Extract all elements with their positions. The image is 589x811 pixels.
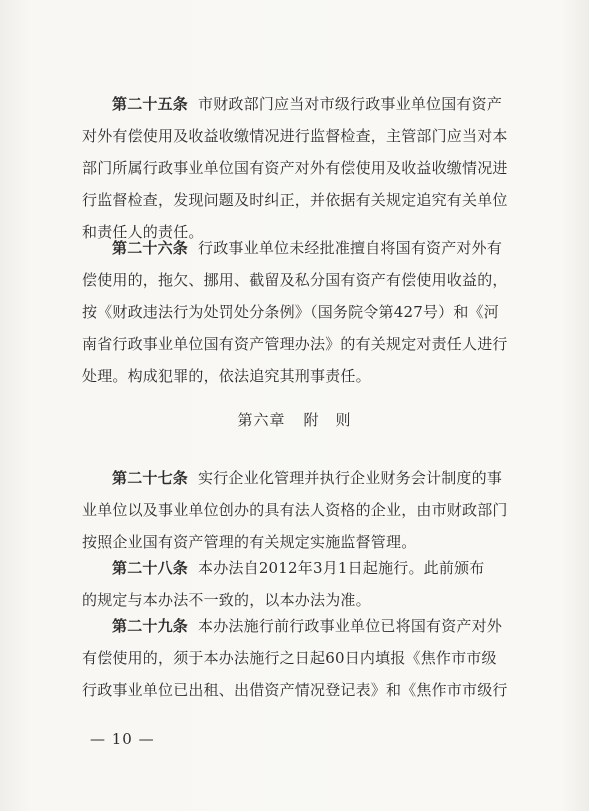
page-number: — 10 — (90, 730, 155, 748)
article-label: 第二十八条 (112, 559, 189, 577)
article-29 (82, 610, 527, 706)
article-28 (82, 552, 527, 616)
article-label: 第二十五条 (112, 95, 189, 113)
article-27 (82, 462, 527, 558)
article-line: 部门所属行政事业单位国有资产对外有偿使用及收益收缴情况进 (82, 159, 508, 177)
article-line: 第二十九条 本办法施行前行政事业单位已将国有资产对外 (112, 617, 503, 635)
article-line: 行政事业单位已出租、出借资产情况登记表》和《焦作市市级行 (82, 681, 508, 699)
article-label: 第二十六条 (112, 239, 189, 257)
chapter-number: 第六章 (237, 411, 286, 429)
article-line: 第二十八条 本办法自2012年3月1日起施行。此前颁布 (112, 559, 485, 577)
article-line: 按照企业国有资产管理的有关规定实施监督管理。 (82, 533, 417, 551)
article-line: 有偿使用的，须于本办法施行之日起60日内填报《焦作市市级 (82, 649, 497, 667)
article-line: 第二十七条 实行企业化管理并执行企业财务会计制度的事 (112, 469, 503, 487)
article-25 (82, 88, 527, 248)
chapter-title: 附 则 (303, 411, 352, 429)
chapter-heading (0, 409, 589, 430)
article-line: 处理。构成犯罪的，依法追究其刑事责任。 (82, 367, 371, 385)
article-label: 第二十七条 (112, 469, 189, 487)
article-line: 业单位以及事业单位创办的具有法人资格的企业，由市财政部门 (82, 501, 508, 519)
article-line: 的规定与本办法不一致的，以本办法为准。 (82, 591, 371, 609)
article-line: 第二十六条 行政事业单位未经批准擅自将国有资产对外有 (112, 239, 503, 257)
article-line: 偿使用的，拖欠、挪用、截留及私分国有资产有偿使用收益的， (82, 271, 508, 289)
article-26 (82, 232, 527, 392)
article-line: 南省行政事业单位国有资产管理办法》的有关规定对责任人进行 (82, 335, 508, 353)
article-line: 对外有偿使用及收益收缴情况进行监督检查，主管部门应当对本 (82, 127, 508, 145)
article-line: 行监督检查，发现问题及时纠正，并依据有关规定追究有关单位 (82, 191, 508, 209)
article-label: 第二十九条 (112, 617, 189, 635)
article-line: 按《财政违法行为处罚处分条例》（国务院令第427号）和《河 (82, 303, 499, 321)
article-line: 第二十五条 市财政部门应当对市级行政事业单位国有资产 (112, 95, 503, 113)
article-line: 和责任人的责任。 (82, 223, 204, 241)
